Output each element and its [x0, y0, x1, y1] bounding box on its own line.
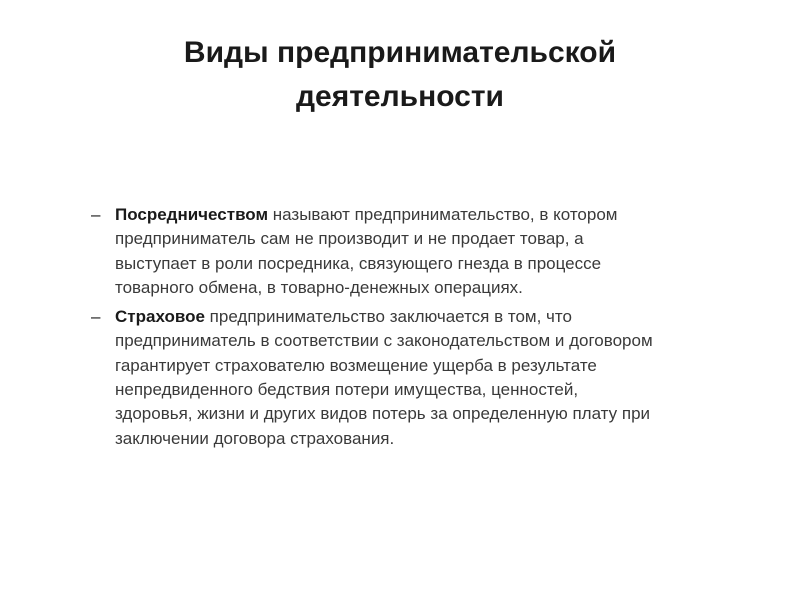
bullet-insurance — [91, 305, 771, 451]
bullet-dash: – — [91, 205, 101, 224]
bullet-text: предпринимательство заключается в том, что — [204, 307, 572, 327]
bullet-line: товарного обмена, в товарно-денежных операциях. — [115, 277, 523, 297]
bullet-lead-term: Страховое — [115, 307, 205, 327]
bullet-line: выступает в роли посредника, связующего гнезда в процессе — [115, 253, 602, 273]
slide-title — [0, 31, 800, 119]
bullet-line: предприниматель сам не производит и не продает товар, а — [115, 229, 584, 249]
bullet-line — [115, 203, 771, 227]
bullet-text: называют предпринимательство, в котором — [268, 205, 618, 224]
slide-title-line-1: Виды предпринимательской — [183, 36, 617, 69]
bullet-line: здоровья, жизни и других видов потерь за определенную плату при — [115, 404, 651, 424]
bullet-dash: – — [91, 307, 101, 327]
slide-title-line-2: деятельности — [296, 80, 504, 113]
bullet-list — [91, 203, 771, 456]
bullet-line: заключении договора страхования. — [115, 428, 395, 448]
bullet-line — [115, 305, 771, 329]
bullet-line: гарантирует страхователю возмещение ущерба в результате — [115, 355, 597, 375]
bullet-lead-term: Посредничеством — [115, 205, 269, 224]
bullet-intermediary — [91, 203, 771, 300]
bullet-line: предприниматель в соответствии с законодательством и договором — [115, 331, 653, 351]
bullet-line: непредвиденного бедствия потери имущества, ценностей, — [115, 380, 579, 400]
